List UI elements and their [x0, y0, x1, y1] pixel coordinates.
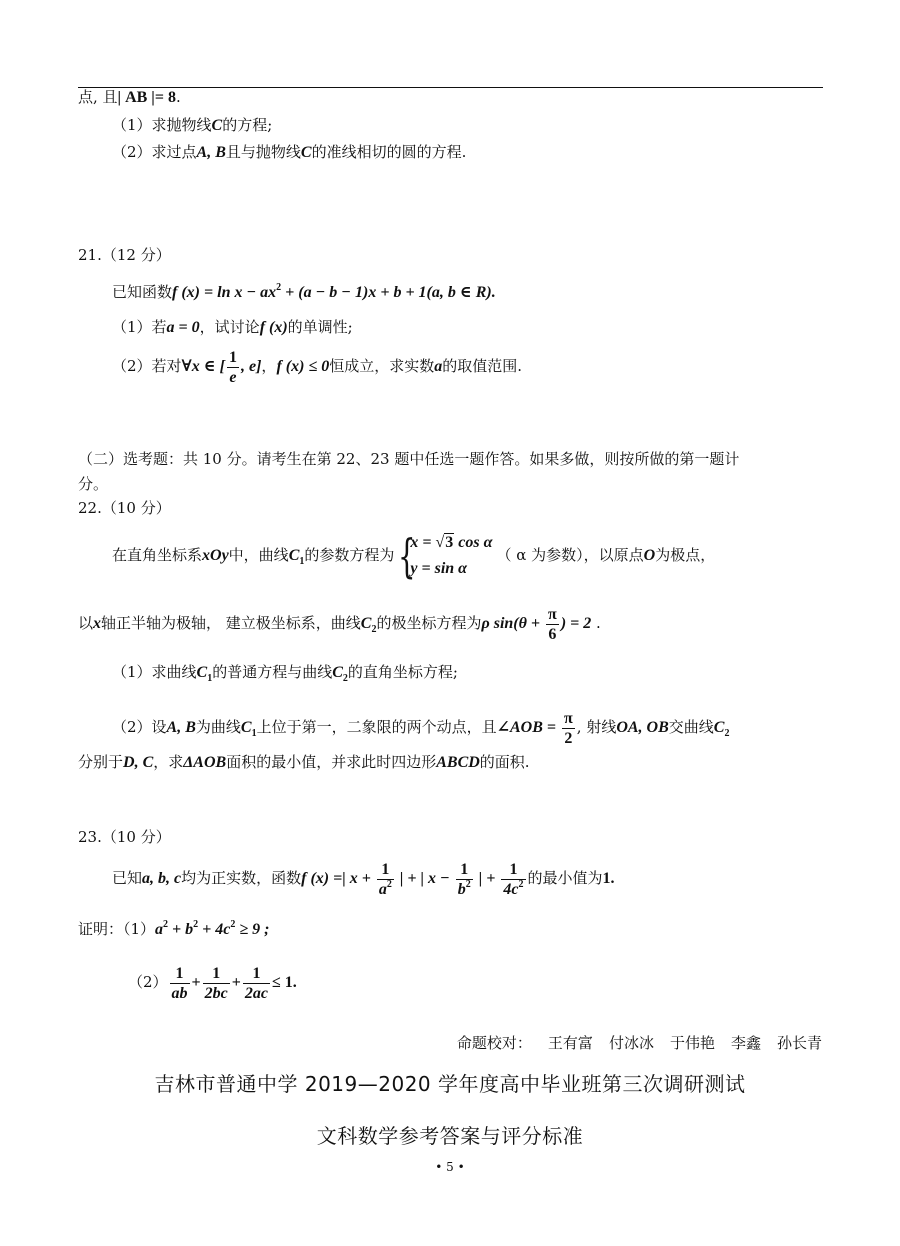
math-sup: 2: [518, 879, 524, 890]
q23-proof-part1: [78, 918, 270, 941]
math: , e]: [240, 358, 262, 376]
math: cos α: [454, 534, 493, 551]
math: f (x) =| x +: [301, 870, 375, 888]
math: a, b, c: [142, 870, 182, 888]
text: 上位于第一，二象限的两个动点，且: [256, 718, 497, 737]
text: （1）求抛物线: [112, 116, 212, 134]
text: 的方程;: [222, 116, 273, 134]
math: ρ sin(θ +: [481, 615, 545, 633]
text: 的准线相切的圆的方程.: [311, 143, 467, 161]
math: ≥ 9 ;: [235, 921, 270, 938]
proposer-name: 于伟艳: [669, 1034, 715, 1052]
fraction: [203, 964, 230, 1003]
text: 的极坐标方程为: [376, 614, 482, 633]
text: 以: [78, 614, 94, 633]
math: ∠AOB =: [496, 719, 561, 737]
fraction: [227, 348, 239, 387]
math-sub: 1: [251, 728, 257, 740]
fraction: [456, 860, 473, 899]
math: C: [240, 719, 252, 737]
math: O: [643, 547, 656, 564]
text: ，求: [153, 753, 184, 771]
page-number: • 5 •: [435, 1160, 465, 1174]
proposer-name: 李鑫: [730, 1034, 761, 1052]
math: ABCD: [436, 754, 480, 771]
text: 已知: [112, 869, 143, 888]
q22-header: 22.（10 分）: [78, 499, 171, 517]
text: ，: [261, 357, 277, 376]
numerator: 1: [243, 964, 270, 984]
math: 3: [445, 534, 454, 551]
math: a = 0: [166, 319, 200, 336]
text: （1）求曲线: [112, 663, 197, 681]
text: 的参数方程为: [304, 546, 395, 564]
text: 均为正实数，函数: [181, 869, 302, 888]
fraction: [243, 964, 270, 1003]
math: ∀x ∈ [: [181, 358, 225, 376]
math-sub: 2: [342, 673, 348, 684]
q23-proof-part2: [128, 964, 297, 1003]
text: 点, 且: [78, 88, 118, 106]
math: C: [713, 719, 725, 737]
math: a: [434, 358, 443, 376]
q22-line2: 以x轴正半轴为极轴， 建立极坐标系，曲线$C_2$的极坐标方程为ρ sin(θ + $\frac{\pi}{6}$ ) = 2 .: [78, 606, 601, 643]
text: （2）设: [112, 718, 167, 737]
proposer-name: 王有富: [547, 1034, 593, 1052]
math: + b: [168, 921, 194, 938]
math-sub: 2: [371, 624, 377, 636]
math: f (x): [259, 319, 288, 336]
numerator: 1: [170, 964, 190, 984]
proposer-name: 付冰冰: [608, 1034, 654, 1052]
text: 交曲线: [668, 718, 714, 737]
denominator: b: [457, 881, 466, 898]
text: 分别于: [78, 753, 124, 771]
denominator: 4c: [503, 881, 519, 898]
text: 的普通方程与曲线: [212, 663, 333, 681]
q22-part2: [112, 709, 729, 748]
parametric-system: { x = √3 cos α y = sin α: [398, 529, 493, 583]
numerator: 1: [456, 860, 473, 880]
text: 已知函数: [112, 283, 173, 301]
text: 证明：（1）: [78, 920, 156, 938]
math: A, B: [166, 719, 196, 737]
math: ≤ 1.: [272, 974, 297, 992]
text: 的取值范围.: [442, 357, 522, 376]
denominator: 6: [548, 626, 557, 643]
text: （2）求过点: [112, 143, 197, 161]
answer-key-title: 吉林市普通中学 2019—2020 学年度高中毕业班第三次调研测试: [154, 1072, 746, 1096]
math: + 4c: [198, 921, 231, 938]
optional-intro-line2: 分。: [78, 475, 109, 493]
math-sup: 2: [193, 919, 199, 930]
numerator: 1: [501, 860, 525, 880]
math-sup: 2: [276, 282, 282, 293]
math: A, B: [196, 144, 226, 161]
answer-key-subtitle: 文科数学参考答案与评分标准: [316, 1124, 584, 1148]
text: , 射线: [576, 718, 617, 737]
q20-continuation: 点, 且| AB |= 8.: [78, 88, 181, 106]
proposers-label: 命题校对：: [456, 1034, 532, 1052]
math-sub: 1: [299, 556, 305, 567]
math: | + | x −: [395, 870, 454, 888]
math: | AB |= 8: [117, 89, 176, 106]
math: f (x) ≤ 0: [276, 358, 330, 376]
math-sup: 2: [230, 919, 236, 930]
text: 中，曲线: [228, 546, 289, 564]
denominator: ab: [171, 985, 188, 1002]
math: a: [155, 921, 164, 938]
text: 且与抛物线: [225, 143, 301, 161]
math: C: [211, 117, 223, 134]
numerator: 1: [203, 964, 230, 984]
math: ΔAOB: [183, 754, 227, 771]
q22-part1: [112, 661, 458, 684]
q21-part1: [112, 316, 353, 339]
text: 的最小值为: [527, 869, 603, 888]
math: + (a − b − 1)x + b + 1(a, b ∈ R).: [281, 284, 496, 301]
math-sup: 2: [465, 879, 471, 890]
math: xOy: [202, 547, 229, 564]
text: 为曲线: [195, 718, 241, 737]
fraction: [377, 860, 394, 899]
math: | +: [474, 870, 500, 888]
text: （1）若: [112, 318, 167, 336]
math-sub: 1: [207, 673, 213, 684]
math: C: [196, 664, 208, 681]
text: ，试讨论: [199, 318, 260, 336]
math: C: [360, 615, 372, 633]
math: OA, OB: [616, 719, 669, 737]
fraction: [562, 709, 575, 748]
text: 恒成立，求实数: [329, 357, 435, 376]
q23-intro: [112, 860, 615, 899]
fraction: [546, 605, 559, 644]
text: （2）: [128, 973, 168, 992]
q23-header: 23.（10 分）: [78, 828, 171, 846]
numerator: 1: [228, 349, 237, 366]
optional-intro-line1: （二）选考题：共 10 分。请考生在第 22、23 题中任选一题作答。如果多做，则按所做的第一题计: [78, 450, 740, 468]
numerator: 1: [377, 860, 394, 880]
numerator: π: [564, 710, 573, 727]
text: 面积的最小值，并求此时四边形: [226, 753, 437, 771]
denominator: 2: [564, 730, 573, 747]
math: D, C: [123, 754, 154, 771]
text: 的单调性;: [287, 318, 353, 336]
math: x: [93, 615, 102, 633]
math: x =: [410, 534, 436, 551]
q21-intro: [112, 281, 496, 304]
denominator: a: [378, 881, 387, 898]
text: 在直角坐标系: [112, 546, 203, 564]
q20-part1: [112, 114, 272, 137]
math: y = sin α: [410, 560, 468, 577]
proposer-name: 孙长青: [776, 1034, 822, 1052]
text: 的直角坐标方程;: [347, 663, 458, 681]
denominator: e: [229, 369, 237, 386]
q20-part2: [112, 141, 466, 164]
fraction: [501, 860, 525, 899]
denominator: 2bc: [204, 985, 228, 1002]
q22-part2-line2: [78, 751, 530, 774]
text: 轴正半轴为极轴， 建立极坐标系，曲线: [101, 614, 361, 633]
text: （2）若对: [112, 357, 182, 376]
math: C: [332, 664, 343, 681]
math: +: [191, 974, 201, 992]
text: 的面积.: [479, 753, 530, 771]
fraction: [170, 964, 190, 1003]
q21-part2: [112, 348, 522, 387]
q22-intro: [112, 530, 715, 582]
text: （ α 为参数），以原点: [496, 546, 644, 564]
math-sup: 2: [386, 879, 392, 890]
denominator: 2ac: [244, 985, 269, 1002]
text: 为极点，: [655, 546, 716, 564]
math: 1.: [602, 870, 615, 888]
math-sub: 2: [724, 728, 730, 740]
q21-header: 21.（12 分）: [78, 246, 171, 264]
math: ) = 2: [560, 615, 592, 633]
math: C: [288, 547, 300, 564]
math-sup: 2: [163, 919, 169, 930]
proposers-line: [441, 1032, 822, 1053]
numerator: π: [548, 606, 557, 623]
header-rule: [78, 87, 823, 88]
math: +: [231, 974, 241, 992]
math: f (x) = ln x − ax: [172, 284, 277, 301]
math: C: [300, 144, 312, 161]
